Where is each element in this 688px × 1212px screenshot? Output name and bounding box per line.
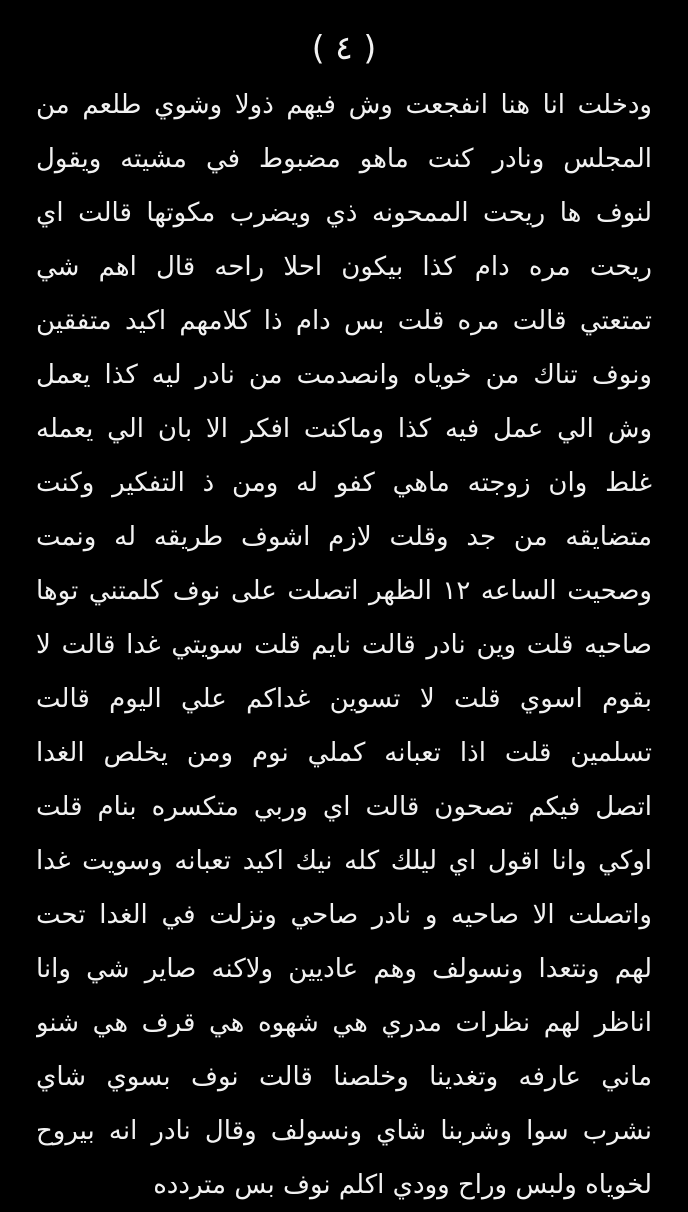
text-line: لهم ونتعدا ونسولف وهم عاديين ولاكنه صاير شي وانا: [36, 954, 652, 984]
text-line: تسلمين قلت اذا تعبانه كملي نوم ومن يخلص الغدا: [36, 738, 652, 768]
text-line: ماني عارفه وتغدينا وخلصنا قالت نوف بسوي شاي: [36, 1062, 652, 1092]
text-line: ريحت مره دام كذا بيكون احلا راحه قال اهم شي: [36, 252, 652, 282]
text-line: بقوم اسوي قلت لا تسوين غداكم علي اليوم قالت: [36, 684, 652, 714]
text-line: نشرب سوا وشربنا شاي ونسولف وقال نادر انه بيروح: [36, 1116, 652, 1146]
text-line: تمتعتي قالت مره قلت بس دام ذا كلامهم اكيد متفقين: [36, 306, 652, 336]
text-line: متضايقه من جد وقلت لازم اشوف طريقه له ونمت: [36, 522, 652, 552]
chapter-heading: ( ٤ ): [311, 28, 377, 67]
text-line: لنوف ها ريحت الممحونه ذي ويضرب مكوتها قالت اي: [36, 198, 652, 228]
text-line: اوكي وانا اقول اي ليلك كله نيك اكيد تعبانه وسويت غدا: [36, 846, 652, 876]
text-line: واتصلت الا صاحيه و نادر صاحي ونزلت في الغدا تحت: [36, 900, 652, 930]
text-line: لخوياه ولبس وراح وودي اكلم نوف بس متردده: [153, 1170, 652, 1200]
text-line: غلط وان زوجته ماهي كفو له ومن ذ التفكير وكنت: [36, 468, 652, 498]
text-line: وصحيت الساعه ١٢ الظهر اتصلت على نوف كلمتني توها: [36, 576, 652, 606]
text-line: المجلس ونادر كنت ماهو مضبوط في مشيته ويقول: [36, 144, 652, 174]
text-line: صاحيه قلت وين نادر قالت نايم قلت سويتي غدا قالت لا: [36, 630, 652, 660]
text-line: ونوف تناك من خوياه وانصدمت من نادر ليه كذا يعمل: [36, 360, 652, 390]
text-line: اتصل فيكم تصحون قالت اي وربي متكسره بنام قلت: [36, 792, 652, 822]
body-text: [36, 78, 652, 1212]
text-line: ودخلت انا هنا انفجعت وش فيهم ذولا وشوي طلعم من: [36, 90, 652, 120]
text-line: اناظر لهم نظرات مدري هي شهوه هي قرف هي شنو: [36, 1008, 652, 1038]
text-line: وش الي عمل فيه كذا وماكنت افكر الا بان الي يعمله: [36, 414, 652, 444]
